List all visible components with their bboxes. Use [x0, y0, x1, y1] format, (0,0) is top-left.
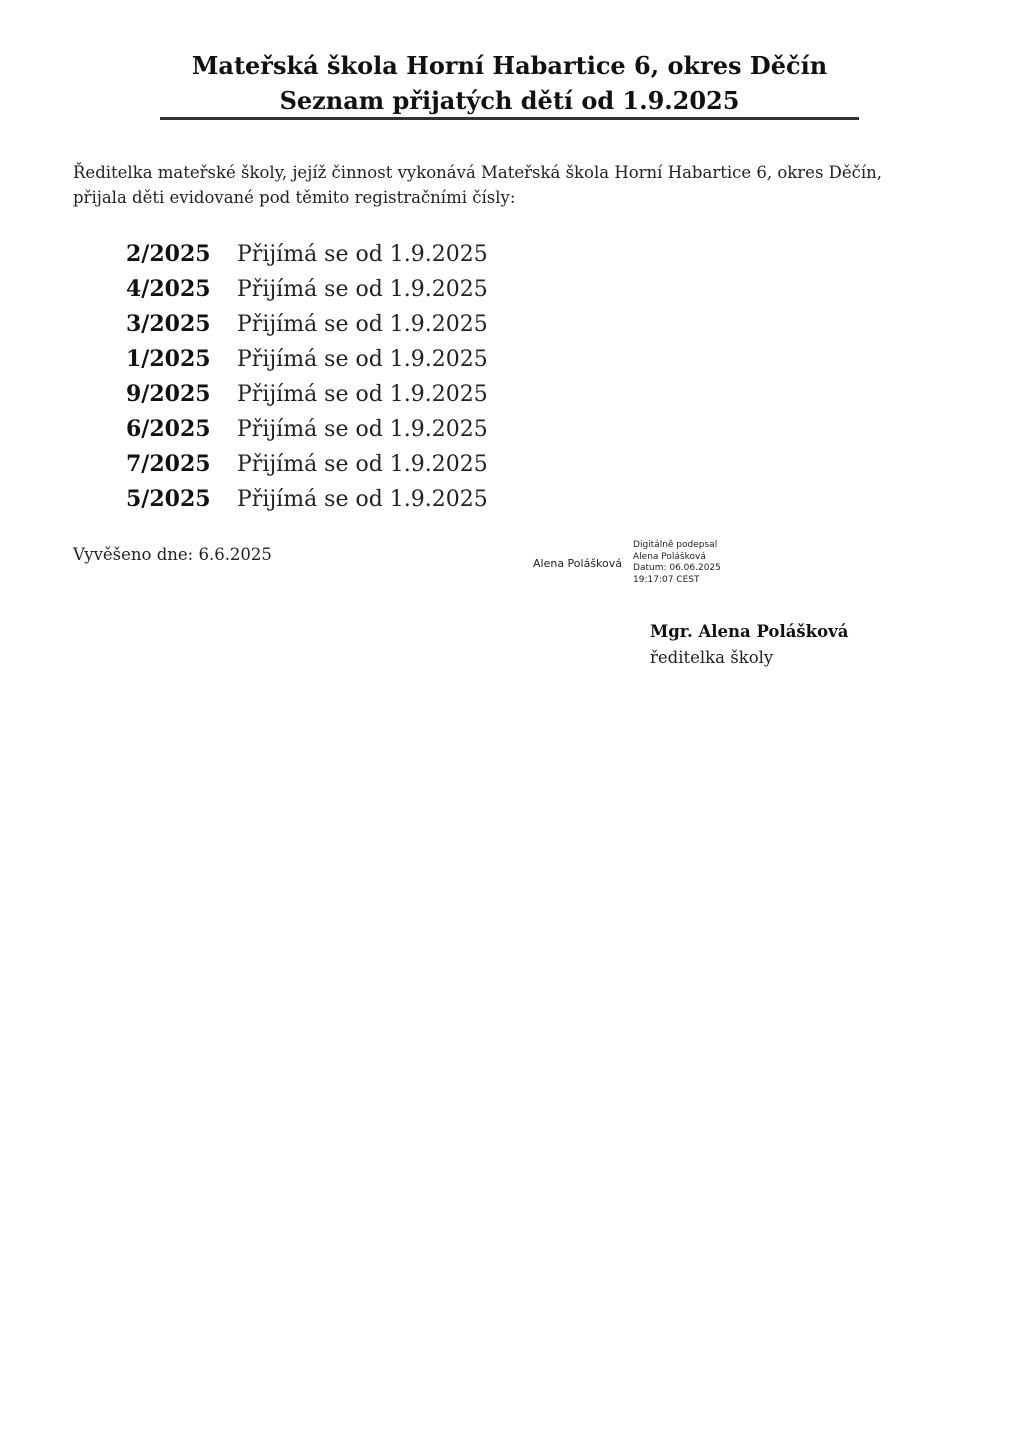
digital-signature-stamp: [533, 540, 721, 586]
signer-role: ředitelka školy: [650, 648, 774, 667]
signature-details: [633, 540, 721, 586]
document-header: [160, 48, 859, 118]
list-item: [126, 412, 488, 447]
registration-number: 6/2025: [126, 416, 211, 442]
admission-status: Přijímá se od 1.9.2025: [237, 347, 488, 372]
registration-number: 9/2025: [126, 381, 211, 407]
registration-number: 5/2025: [126, 486, 211, 512]
signature-detail-line: Datum: 06.06.2025: [633, 563, 721, 573]
signer-block: [650, 619, 848, 671]
admission-status: Přijímá se od 1.9.2025: [237, 277, 488, 302]
registration-number: 7/2025: [126, 451, 211, 477]
list-item: [126, 237, 488, 272]
signature-detail-line: Alena Polášková: [633, 551, 706, 562]
admission-status: Přijímá se od 1.9.2025: [237, 312, 488, 337]
posted-date: Vyvěšeno dne: 6.6.2025: [73, 545, 272, 564]
registration-number: 2/2025: [126, 241, 211, 267]
list-item: [126, 342, 488, 377]
signer-name: Mgr. Alena Polášková: [650, 622, 849, 641]
signature-detail-line: 19:17:07 CEST: [633, 574, 700, 585]
intro-line-1: Ředitelka mateřské školy, jejíž činnost vykonává Mateřská škola Horní Habartice 6, okres Děčín,: [73, 163, 883, 182]
registration-number: 3/2025: [126, 311, 211, 337]
admission-status: Přijímá se od 1.9.2025: [237, 242, 488, 267]
admitted-children-list: [126, 237, 488, 517]
intro-paragraph: [73, 160, 953, 210]
list-title-heading: Seznam přijatých dětí od 1.9.2025: [279, 86, 740, 115]
registration-number: 1/2025: [126, 346, 211, 372]
header-divider: [160, 117, 859, 120]
list-item: [126, 377, 488, 412]
list-item: [126, 272, 488, 307]
intro-line-2: přijala děti evidované pod těmito registračními čísly:: [73, 188, 516, 207]
list-item: [126, 482, 488, 517]
admission-status: Přijímá se od 1.9.2025: [237, 487, 488, 512]
list-item: [126, 447, 488, 482]
list-item: [126, 307, 488, 342]
signature-detail-line: Digitálně podepsal: [633, 540, 718, 550]
admission-status: Přijímá se od 1.9.2025: [237, 417, 488, 442]
school-name-heading: Mateřská škola Horní Habartice 6, okres Děčín: [191, 51, 828, 80]
registration-number: 4/2025: [126, 276, 211, 302]
signature-signer-name: Alena Polášková: [533, 556, 623, 570]
admission-status: Přijímá se od 1.9.2025: [237, 452, 488, 477]
admission-status: Přijímá se od 1.9.2025: [237, 382, 488, 407]
